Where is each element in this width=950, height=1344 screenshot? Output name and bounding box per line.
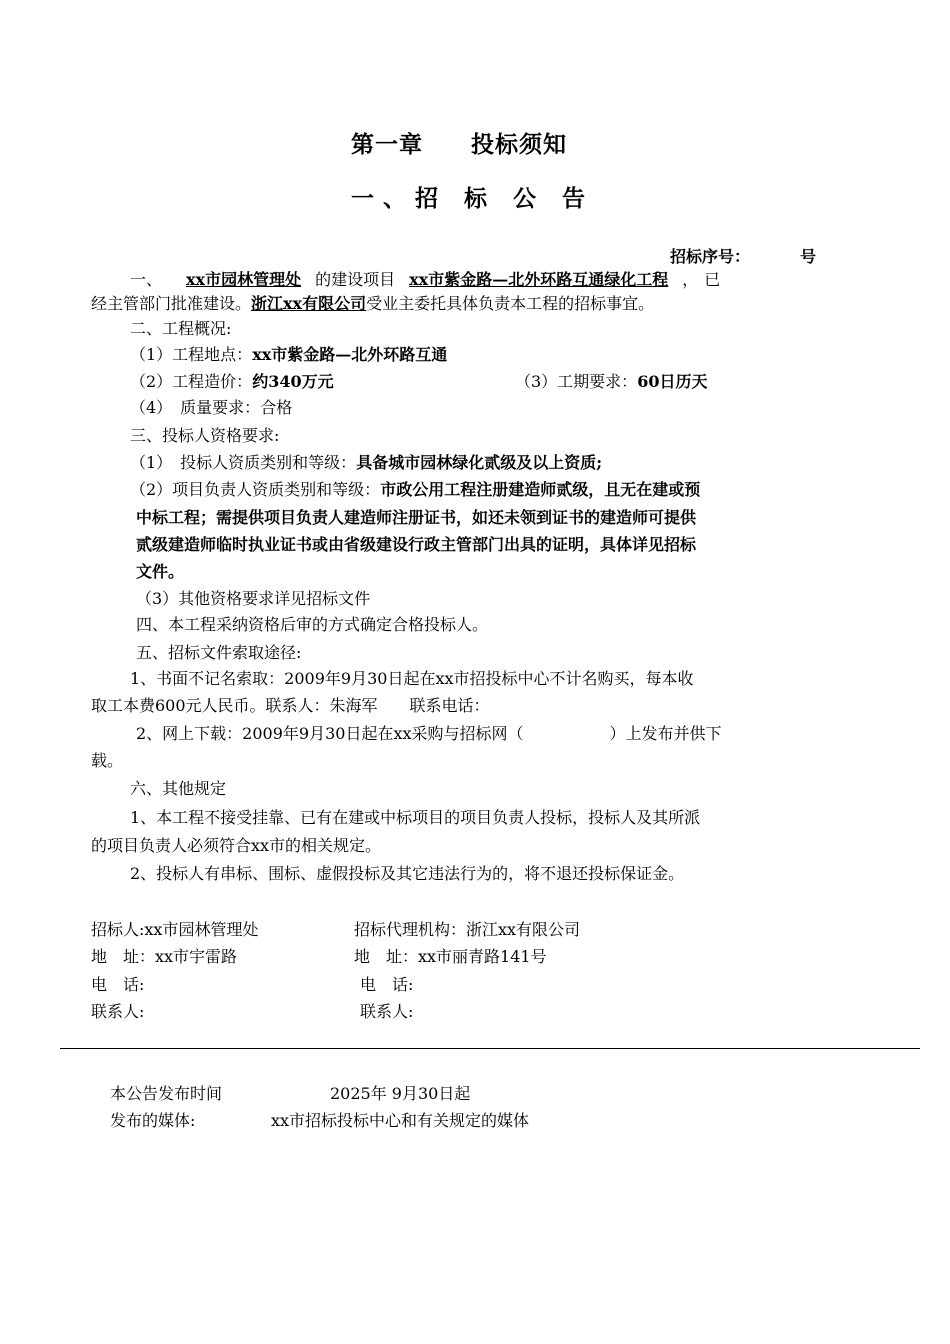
documents-heading: 五、招标文件索取途径: xyxy=(136,643,302,662)
qualification-item1 xyxy=(130,452,602,474)
agency-phone: 电 话: xyxy=(360,975,414,994)
period-value: 60日历天 xyxy=(637,372,708,391)
chapter-title: 第一章 投标须知 xyxy=(351,132,567,158)
tender-number xyxy=(670,246,816,268)
tenderer-phone: 电 话: xyxy=(91,975,145,994)
tender-number-label: 招标序号： xyxy=(670,247,751,266)
other-item1-line2: 的项目负责人必须符合xx市的相关规定。 xyxy=(91,836,382,855)
intro-line2-end: 受业主委托具体负责本工程的招标事宜。 xyxy=(366,294,655,313)
intro-mid: 的建设项目 xyxy=(315,270,396,289)
owner-name: xx市园林管理处 xyxy=(186,270,302,289)
tenderer-address: 地 址：xx市宇雷路 xyxy=(91,947,238,966)
agency-contact: 联系人: xyxy=(360,1002,414,1021)
location-value: xx市紫金路—北外环路互通 xyxy=(252,345,448,364)
qualification-item2-label: （2）项目负责人资质类别和等级： xyxy=(130,480,381,499)
intro-comma: ， xyxy=(682,270,699,289)
tenderer-name: 招标人:xx市园林管理处 xyxy=(91,920,259,939)
agency-name: 浙江xx有限公司 xyxy=(251,294,367,313)
qualification-item2-line4: 文件。 xyxy=(136,562,185,581)
publish-time-value: 2025年 9月30日起 xyxy=(330,1084,471,1103)
qualification-item3: （3）其他资格要求详见招标文件 xyxy=(136,589,371,608)
documents-item1-line1: 1、书面不记名索取：2009年9月30日起在xx市招投标中心不计名购买，每本收 xyxy=(130,669,694,688)
overview-location xyxy=(130,344,447,366)
agency-address: 地 址：xx市丽青路141号 xyxy=(354,947,547,966)
overview-quality xyxy=(130,397,292,419)
qualification-item2-text1: 市政公用工程注册建造师贰级，且无在建或预 xyxy=(380,480,701,499)
intro-end: 已 xyxy=(704,270,721,289)
intro-prefix: 一、 xyxy=(130,270,163,289)
qualification-item1-value: 具备城市园林绿化贰级及以上资质; xyxy=(356,453,603,472)
other-item1-line1: 1、本工程不接受挂靠、已有在建或中标项目的项目负责人投标，投标人及其所派 xyxy=(130,808,701,827)
documents-item1-line2: 取工本费600元人民币。联系人：朱海军 联系电话： xyxy=(91,696,490,715)
intro-paragraph-line1 xyxy=(130,269,720,291)
publish-media-value: xx市招标投标中心和有关规定的媒体 xyxy=(271,1111,530,1130)
quality-label: （4） 质量要求： xyxy=(130,398,261,417)
qualification-item2-line1 xyxy=(130,479,700,501)
other-heading: 六、其他规定 xyxy=(130,779,227,798)
period-label: （3）工期要求： xyxy=(515,372,638,391)
overview-heading: 二、工程概况: xyxy=(130,319,232,338)
overview-cost xyxy=(130,371,334,393)
agency-info: 招标代理机构：浙江xx有限公司 xyxy=(354,920,581,939)
tender-number-suffix: 号 xyxy=(800,247,817,266)
documents-item2-text-b: ）上发布并供下 xyxy=(609,724,722,743)
divider-line xyxy=(60,1048,920,1049)
documents-item2-line2: 载。 xyxy=(91,751,124,770)
section-title: 一、招 标 公 告 xyxy=(350,186,595,212)
documents-item2-line1 xyxy=(136,723,722,745)
quality-value: 合格 xyxy=(260,398,293,417)
qualification-heading: 三、投标人资格要求: xyxy=(130,426,280,445)
documents-item2-text-a: 2、网上下载：2009年9月30日起在xx采购与招标网（ xyxy=(136,724,524,743)
location-label: （1）工程地点： xyxy=(130,345,253,364)
overview-period xyxy=(515,371,707,393)
intro-line2-start: 经主管部门批准建设。 xyxy=(91,294,252,313)
qualification-item2-line3: 贰级建造师临时执业证书或由省级建设行政主管部门出具的证明，具体详见招标 xyxy=(136,535,697,554)
cost-value: 约340万元 xyxy=(252,372,334,391)
review-method: 四、本工程采纳资格后审的方式确定合格投标人。 xyxy=(136,615,489,634)
qualification-item2-line2: 中标工程；需提供项目负责人建造师注册证书，如还未领到证书的建造师可提供 xyxy=(136,508,697,527)
publish-time-label: 本公告发布时间 xyxy=(110,1084,223,1103)
publish-media-label: 发布的媒体: xyxy=(110,1111,196,1130)
tenderer-contact: 联系人: xyxy=(91,1002,145,1021)
intro-paragraph-line2 xyxy=(91,293,654,315)
qualification-item1-label: （1） 投标人资质类别和等级： xyxy=(130,453,357,472)
project-name: xx市紫金路—北外环路互通绿化工程 xyxy=(409,270,669,289)
other-item2: 2、投标人有串标、围标、虚假投标及其它违法行为的，将不退还投标保证金。 xyxy=(130,864,685,883)
cost-label: （2）工程造价： xyxy=(130,372,253,391)
